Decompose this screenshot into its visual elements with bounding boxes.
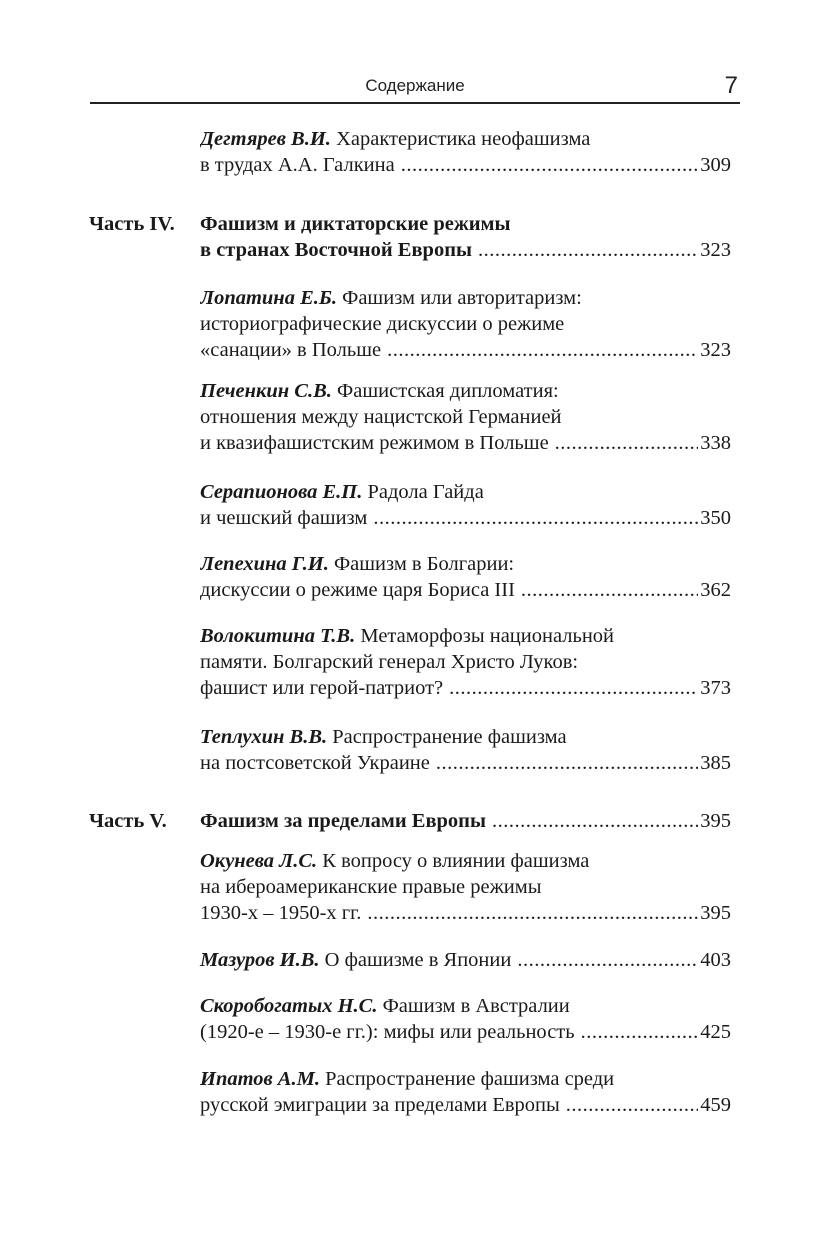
running-head bbox=[90, 74, 740, 104]
entry-title: Характеристика неофашизма bbox=[336, 128, 591, 150]
entry-title: Распространение фашизма среди bbox=[325, 1068, 615, 1090]
dot-leader bbox=[367, 900, 698, 926]
entry-author: Печенкин С.В. bbox=[200, 380, 332, 402]
entry-title-end: дискуссии о режиме царя Бориса III bbox=[200, 579, 515, 601]
entry-title: К вопросу о влиянии фашизма bbox=[322, 850, 590, 872]
entry-title-end: на постсоветской Украине bbox=[200, 752, 430, 774]
entry-title: Фашизм в Болгарии: bbox=[333, 553, 515, 575]
entry-author: Лепехина Г.И. bbox=[200, 553, 329, 575]
entry-author: Волокитина Т.В. bbox=[200, 625, 356, 647]
entry-page: 425 bbox=[700, 1021, 731, 1043]
running-title: Содержание bbox=[365, 76, 465, 95]
page-number: 7 bbox=[724, 72, 738, 99]
entry-title-end: русской эмиграции за пределами Европы bbox=[200, 1094, 560, 1116]
entry-title-end: «санации» в Польше bbox=[200, 339, 382, 361]
entry-author: Мазуров И.В. bbox=[200, 949, 320, 971]
dot-leader bbox=[521, 577, 698, 603]
entry-author: Серапионова Е.П. bbox=[200, 481, 363, 503]
entry-title-end: (1920-е – 1930-е гг.): мифы или реальность bbox=[200, 1021, 575, 1043]
entry-page: 395 bbox=[700, 902, 731, 924]
entry-page: 403 bbox=[700, 949, 731, 971]
entry-author: Теплухин В.В. bbox=[200, 726, 328, 748]
entry-title-line: памяти. Болгарский генерал Христо Луков: bbox=[200, 651, 579, 673]
entry-page: 323 bbox=[700, 339, 731, 361]
entry-page: 323 bbox=[700, 239, 731, 261]
dot-leader bbox=[581, 1019, 699, 1045]
dot-leader bbox=[373, 505, 698, 531]
entry-title-line: отношения между нацистской Германией bbox=[200, 406, 562, 428]
entry-page: 385 bbox=[700, 752, 731, 774]
dot-leader bbox=[566, 1092, 698, 1118]
entry-title: О фашизме в Японии bbox=[324, 949, 512, 971]
entry-page: 395 bbox=[700, 810, 731, 832]
entry-author: Скоробогатых Н.С. bbox=[200, 995, 378, 1017]
entry-author: Лопатина Е.Б. bbox=[200, 287, 338, 309]
dot-leader bbox=[517, 947, 698, 973]
dot-leader bbox=[492, 808, 698, 834]
entry-page: 362 bbox=[700, 579, 731, 601]
entry-title: Метаморфозы национальной bbox=[360, 625, 615, 647]
part-label: Часть V. bbox=[89, 810, 167, 832]
entry-title: Фашизм в Австралии bbox=[382, 995, 570, 1017]
entry-title-end: 1930-х – 1950-х гг. bbox=[200, 902, 362, 924]
part-title-end: в странах Восточной Европы bbox=[200, 239, 473, 261]
entry-title-line: историографические дискуссии о режиме bbox=[200, 313, 565, 335]
dot-leader bbox=[555, 430, 699, 456]
entry-title-line: на ибероамериканские правые режимы bbox=[200, 876, 542, 898]
entry-author: Дегтярев В.И. bbox=[200, 128, 331, 150]
dot-leader bbox=[478, 237, 698, 263]
dot-leader bbox=[387, 337, 698, 363]
part-title: Фашизм и диктаторские режимы bbox=[200, 213, 511, 235]
entry-title: Радола Гайда bbox=[367, 481, 484, 503]
entry-page: 350 bbox=[700, 507, 731, 529]
entry-title: Распространение фашизма bbox=[332, 726, 567, 748]
dot-leader bbox=[449, 675, 698, 701]
entry-title-end: и квазифашистским режимом в Польше bbox=[200, 432, 549, 454]
dot-leader bbox=[436, 750, 698, 776]
entry-author: Ипатов А.М. bbox=[200, 1068, 320, 1090]
entry-page: 309 bbox=[700, 154, 731, 176]
entry-page: 373 bbox=[700, 677, 731, 699]
entry-author: Окунева Л.С. bbox=[200, 850, 318, 872]
part-label: Часть IV. bbox=[89, 213, 175, 235]
entry-title: Фашизм или авторитаризм: bbox=[342, 287, 582, 309]
dot-leader bbox=[401, 152, 699, 178]
entry-title-end: фашист или герой-патриот? bbox=[200, 677, 444, 699]
entry-title-end: и чешский фашизм bbox=[200, 507, 368, 529]
part-title: Фашизм за пределами Европы bbox=[200, 810, 486, 832]
entry-page: 459 bbox=[700, 1094, 731, 1116]
entry-page: 338 bbox=[700, 432, 731, 454]
entry-title-end: в трудах А.А. Галкина bbox=[200, 154, 395, 176]
entry-title: Фашистская дипломатия: bbox=[337, 380, 559, 402]
